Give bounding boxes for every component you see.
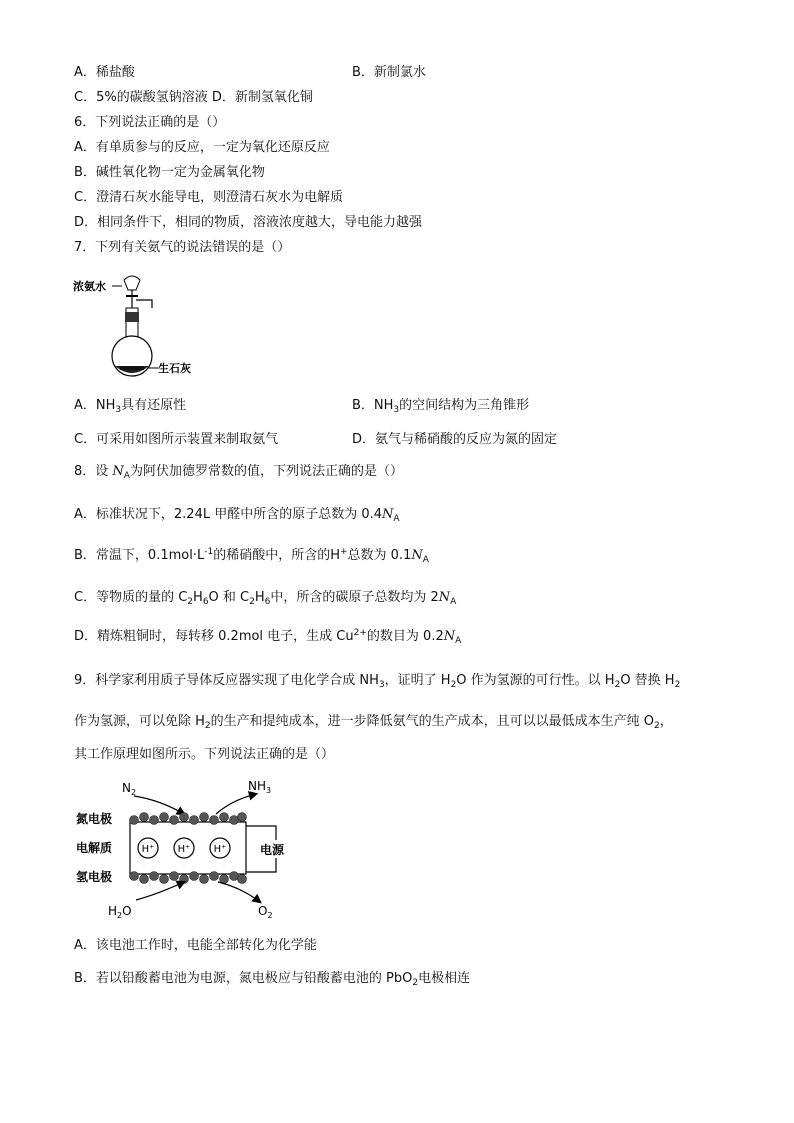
option-7d: D．氨气与稀硝酸的反应为氮的固定 [352, 432, 558, 447]
proton-ions [138, 838, 230, 858]
option-8d: D．精炼粗铜时，每转移 0.2mol 电子，生成 $Cu^{2+}$的数目为 $0.2N_A$ [74, 628, 462, 646]
ammonia-apparatus-figure [70, 268, 210, 386]
svg-text:H⁺: H⁺ [141, 844, 155, 855]
option-5a: A．稀盐酸 [74, 65, 135, 80]
option-8b: B．常温下，$0.1mol\cdot L^{-1}$的稀硝酸中，所含的H+总数为 $0.1N_A$ [74, 547, 429, 565]
question-7-stem: 7．下列有关氨气的说法错误的是（） [74, 240, 291, 255]
option-5b: B．新制氯水 [352, 65, 426, 80]
option-6b: B．碱性氧化物一定为金属氧化物 [74, 165, 265, 180]
question-9-line1: 9．科学家利用质子导体反应器实现了电化学合成 $NH_3$，证明了 $H_2O$ 作为氢源的可行性。以 $H_2O$ 替换 $H_2$ [74, 673, 681, 690]
option-6d: D．相同条件下，相同的物质，溶液浓度越大，导电能力越强 [74, 215, 423, 230]
fig-electrolyte-label: 电解质 [76, 841, 113, 855]
question-9-line3: 其工作原理如图所示。下列说法正确的是（） [74, 747, 335, 762]
option-8c: C．等物质的量的 $C_2H_6O$ 和 $C_2H_6$中，所含的碳原子总数均为 $2N_A$ [74, 590, 457, 607]
option-6a: A．有单质参与的反应，一定为氧化还原反应 [74, 140, 330, 155]
fig-n-electrode-label: 氮电极 [76, 812, 113, 826]
question-6-stem: 6．下列说法正确的是（） [74, 115, 226, 130]
option-6c: C．澄清石灰水能导电，则澄清石灰水为电解质 [74, 190, 344, 205]
fig-power-label: 电源 [260, 843, 285, 857]
option-5cd: C．5%的碳酸氢钠溶液 D．新制氢氧化铜 [74, 90, 313, 105]
fig-n2-label: $N_2$ [122, 781, 137, 797]
fig-label-conc-ammonia: 浓氨水 [73, 280, 106, 293]
option-8a: A．标准状况下，2.24L 甲醛中所含的原子总数为 $0.4N_A$ [74, 507, 400, 524]
proton-reactor-figure [72, 770, 312, 922]
fig-h-electrode-label: 氢电极 [76, 870, 113, 884]
svg-text:H⁺: H⁺ [213, 844, 227, 855]
question-8-stem: 8．设 $N_A$为阿伏加德罗常数的值，下列说法正确的是（） [74, 464, 403, 481]
question-9-line2: 作为氢源，可以免除 $H_2$的生产和提纯成本，进一步降低氨气的生产成本，且可以以最低成本生产纯 $O_2$， [74, 714, 673, 731]
svg-text:H⁺: H⁺ [177, 844, 191, 855]
option-9b: B．若以铅酸蓄电池为电源，氮电极应与铅酸蓄电池的 PbO$_2$电极相连 [74, 971, 471, 988]
option-7c: C．可采用如图所示装置来制取氨气 [74, 432, 279, 447]
fig-label-quicklime: 生石灰 [158, 362, 191, 375]
fig-o2-label: $O_2$ [258, 904, 273, 920]
option-9a: A．该电池工作时，电能全部转化为化学能 [74, 938, 317, 953]
fig-nh3-label: $NH_3$ [248, 779, 272, 795]
fig-h2o-label: $H_2O$ [108, 904, 132, 920]
option-7b: B．$NH_3$的空间结构为三角锥形 [352, 398, 530, 415]
option-7a: A．$NH_3$具有还原性 [74, 398, 187, 415]
